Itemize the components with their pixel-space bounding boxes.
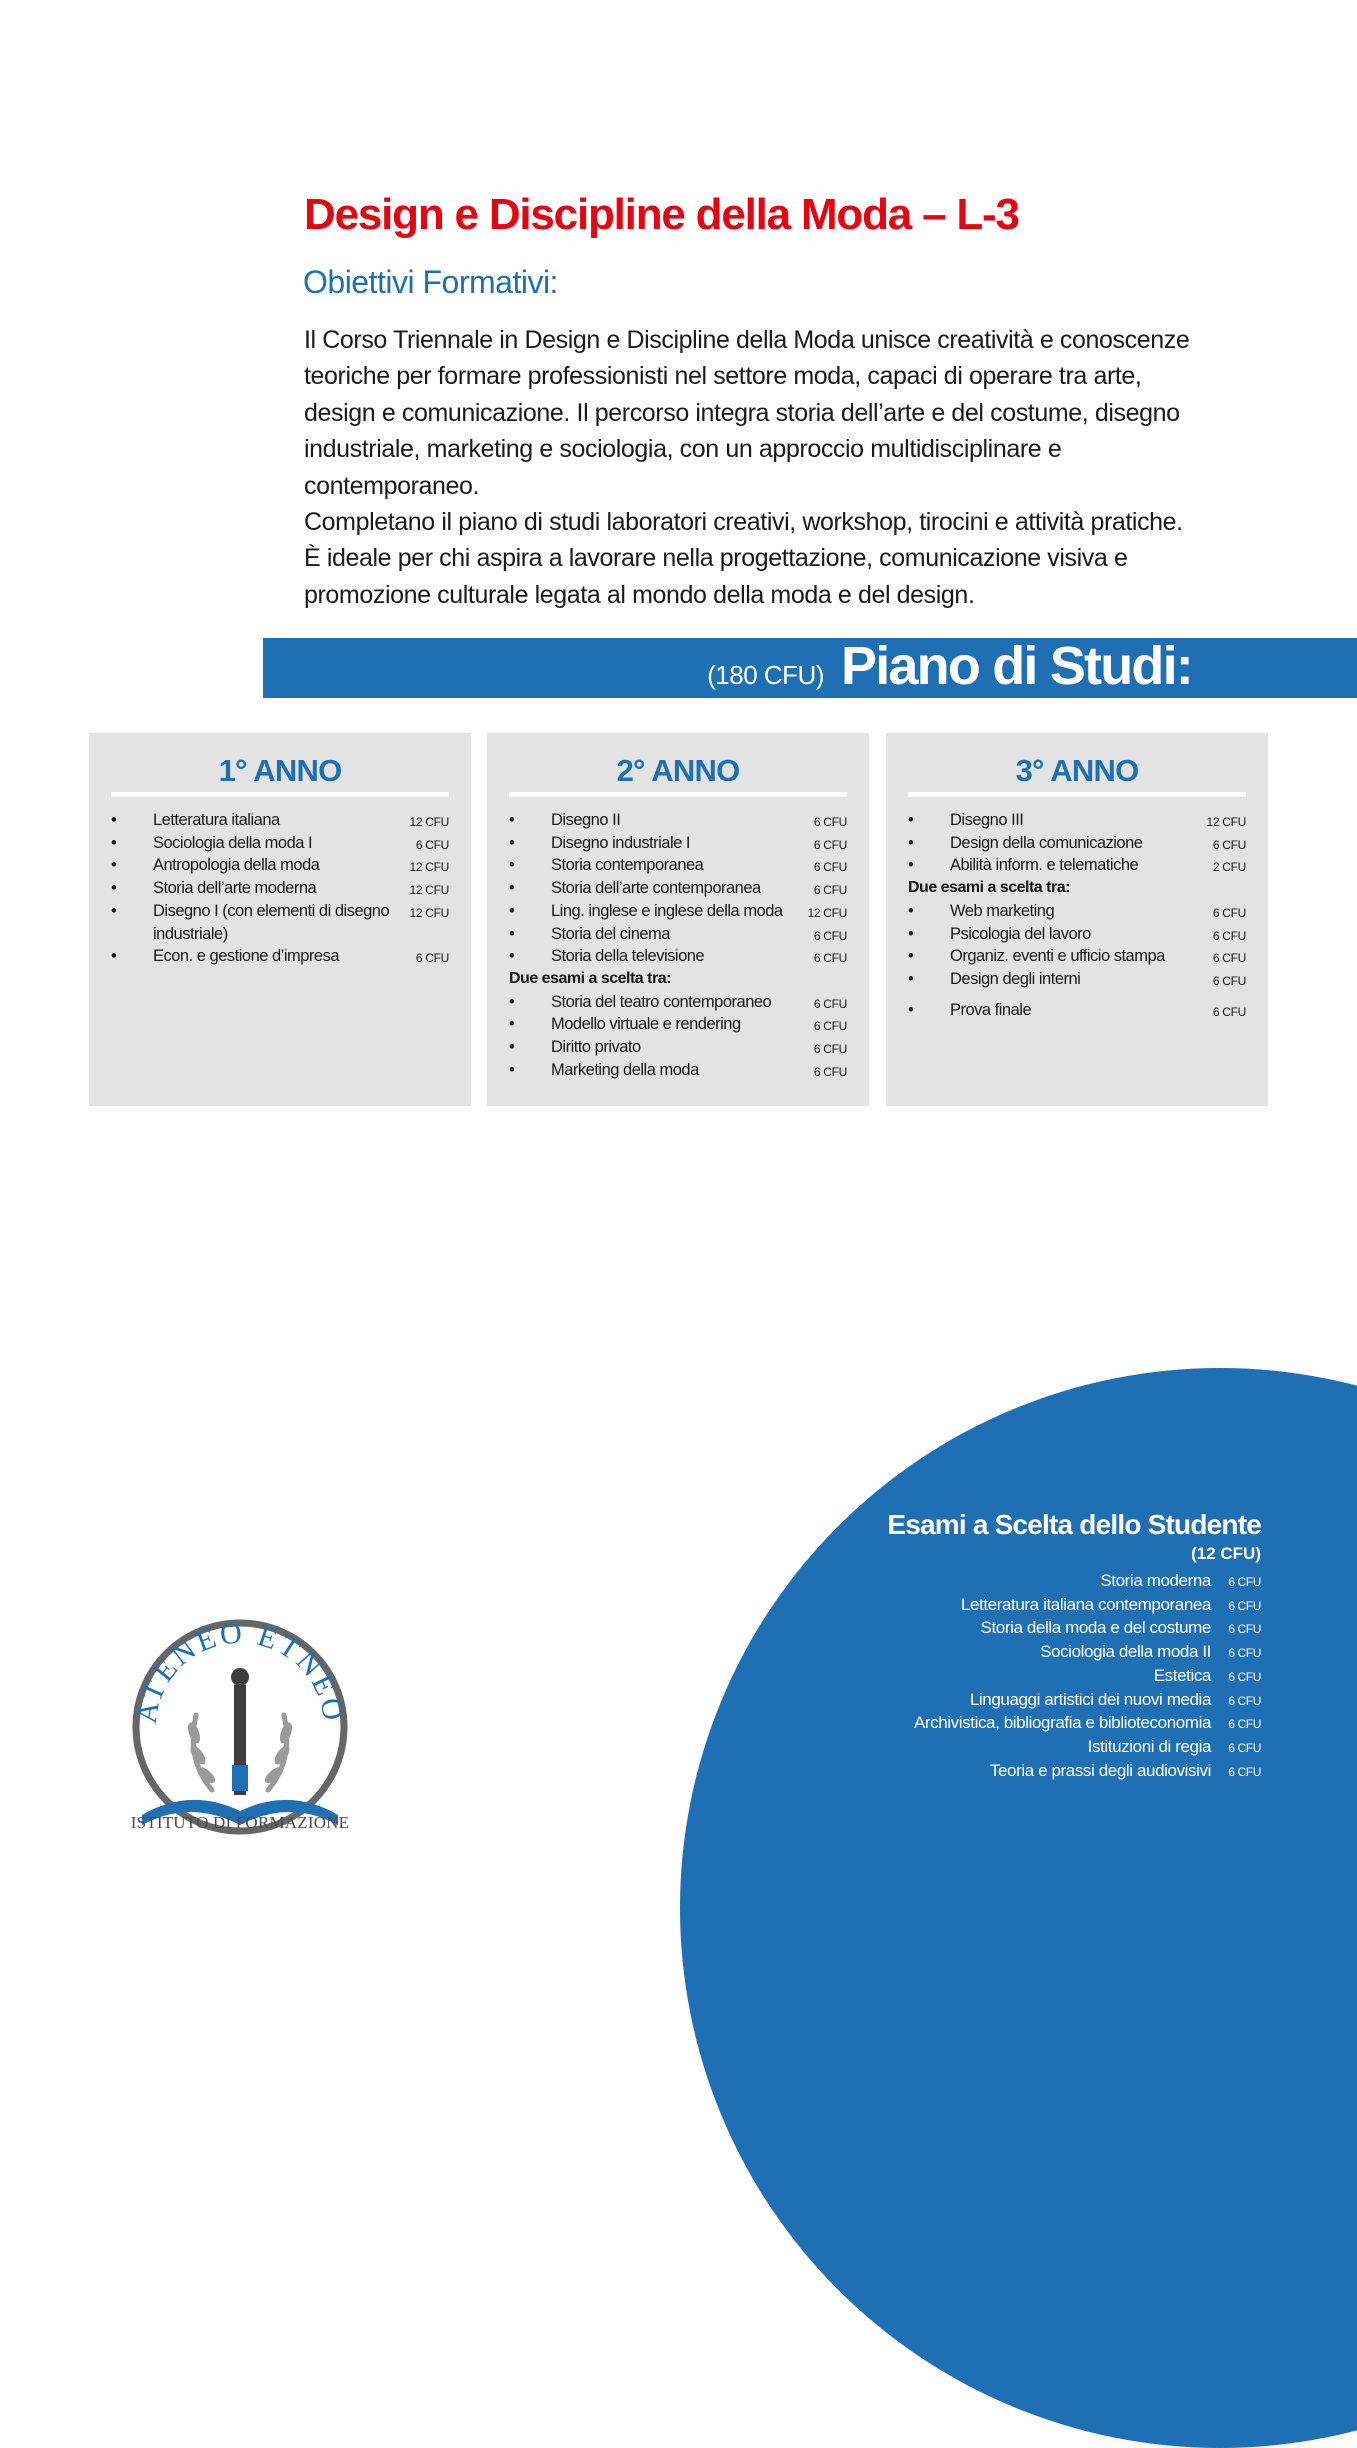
logo-ring-text: ATENEO ETNEO <box>129 1616 351 1726</box>
course-item <box>908 968 1246 991</box>
course-item <box>509 900 847 923</box>
bullet-icon: • <box>908 969 914 988</box>
divider <box>111 792 449 797</box>
course-name: Psicologia del lavoro <box>950 924 1091 943</box>
elective-cfu: 6 CFU <box>1228 1764 1261 1779</box>
course-name: Storia della televisione <box>551 947 705 966</box>
elective-cfu: 6 CFU <box>1228 1646 1261 1661</box>
divider <box>509 792 847 797</box>
bullet-icon: • <box>509 924 515 943</box>
course-name: Disegno I (con elementi di disegno industriale) <box>153 901 390 943</box>
course-item <box>111 945 449 968</box>
year-title: 1° ANNO <box>218 753 342 788</box>
plan-title: Piano di Studi: <box>841 636 1192 696</box>
course-item <box>111 877 449 900</box>
course-cfu: 6 CFU <box>813 996 847 1011</box>
course-cfu: 12 CFU <box>1206 815 1246 829</box>
year-2-panel <box>487 733 869 1106</box>
elective-name: Sociologia della moda II <box>1040 1642 1211 1662</box>
elective-cfu: 6 CFU <box>1228 1622 1261 1637</box>
bullet-icon: • <box>509 1015 515 1034</box>
course-item <box>509 877 847 900</box>
elective-item <box>701 1760 1261 1784</box>
course-item <box>908 854 1246 877</box>
bullet-icon: • <box>111 879 117 898</box>
bullet-icon: • <box>111 901 117 920</box>
course-cfu: 6 CFU <box>415 951 449 966</box>
course-cfu: 6 CFU <box>1212 928 1246 943</box>
divider <box>908 792 1246 797</box>
course-cfu: 6 CFU <box>415 837 449 852</box>
course-name: Storia del cinema <box>551 924 670 943</box>
course-name: Storia contemporanea <box>551 856 704 875</box>
course-item <box>509 1036 847 1059</box>
course-item <box>111 854 449 877</box>
course-cfu: 6 CFU <box>1212 951 1246 966</box>
elective-cfu: 6 CFU <box>1228 1575 1261 1589</box>
elective-item <box>701 1736 1261 1760</box>
course-cfu: 6 CFU <box>813 928 847 943</box>
course-item <box>908 832 1246 855</box>
course-item <box>908 999 1246 1022</box>
bullet-icon: • <box>509 811 515 829</box>
electives-title: Esami a Scelta dello Studente <box>887 1509 1261 1540</box>
course-name: Modello virtuale e rendering <box>551 1015 741 1034</box>
intro-paragraph: Completano il piano di studi laboratori creativi, workshop, tirocini e attività pratiche. È ideale per chi aspira a lavorare nella progettazione, comunicazione visiva e promozione culturale legata al mondo della moda e del design. <box>304 508 1183 609</box>
bullet-icon: • <box>111 856 117 875</box>
course-name: Marketing della moda <box>551 1060 699 1079</box>
elective-item <box>701 1689 1261 1713</box>
course-cfu: 6 CFU <box>813 815 847 829</box>
bullet-icon: • <box>509 947 515 966</box>
course-cfu: 12 CFU <box>807 905 847 920</box>
course-name: Design della comunicazione <box>950 833 1143 852</box>
page-title: Design e Discipline della Moda – L-3 <box>304 190 1019 239</box>
elective-name: Linguaggi artistici dei nuovi media <box>969 1689 1211 1709</box>
bullet-icon: • <box>509 856 515 875</box>
course-cfu: 6 CFU <box>813 1042 847 1057</box>
course-item <box>908 945 1246 968</box>
course-list <box>111 809 449 968</box>
course-cfu: 12 CFU <box>409 883 449 898</box>
elective-name: Storia moderna <box>1100 1571 1211 1590</box>
course-item <box>111 900 449 945</box>
bullet-icon: • <box>509 992 515 1011</box>
course-item <box>509 854 847 877</box>
course-cfu: 6 CFU <box>1212 905 1246 920</box>
course-name: Sociologia della moda I <box>153 833 313 852</box>
bullet-icon: • <box>908 833 914 852</box>
course-item <box>509 809 847 832</box>
course-item <box>509 1013 847 1036</box>
bullet-icon: • <box>908 1000 914 1019</box>
course-cfu: 6 CFU <box>813 883 847 898</box>
bullet-icon: • <box>908 856 914 875</box>
course-item <box>509 1059 847 1082</box>
course-item <box>111 832 449 855</box>
course-item <box>509 923 847 946</box>
course-cfu: 6 CFU <box>813 860 847 875</box>
course-name: Design degli interni <box>950 969 1081 988</box>
course-cfu: 12 CFU <box>409 815 449 829</box>
plan-total-cfu: (180 CFU) <box>707 660 824 690</box>
course-name: Storia dell’arte moderna <box>153 879 317 898</box>
choice-label: Due esami a scelta tra: <box>908 879 1070 897</box>
course-item <box>509 832 847 855</box>
bullet-icon: • <box>908 947 914 966</box>
elective-item <box>701 1712 1261 1736</box>
elective-cfu: 6 CFU <box>1228 1740 1261 1755</box>
elective-cfu: 6 CFU <box>1228 1669 1261 1684</box>
course-item <box>509 991 847 1014</box>
course-name: Disegno industriale I <box>551 833 690 852</box>
elective-name: Istituzioni di regia <box>1087 1736 1211 1756</box>
course-cfu: 2 CFU <box>1212 860 1246 875</box>
course-name: Prova finale <box>950 1000 1032 1019</box>
course-item <box>908 900 1246 923</box>
choice-label: Due esami a scelta tra: <box>509 969 671 987</box>
course-name: Storia del teatro contemporaneo <box>551 992 772 1011</box>
course-cfu: 6 CFU <box>813 837 847 852</box>
elective-item <box>701 1617 1261 1641</box>
elective-name: Storia della moda e del costume <box>980 1618 1211 1638</box>
elective-cfu: 6 CFU <box>1228 1598 1261 1613</box>
course-name: Disegno II <box>551 811 621 829</box>
elective-name: Letteratura italiana contemporanea <box>960 1594 1211 1614</box>
bullet-icon: • <box>111 833 117 852</box>
course-name: Disegno III <box>950 811 1024 829</box>
course-cfu: 6 CFU <box>1212 973 1246 988</box>
ateneo-etneo-logo <box>120 1615 360 1835</box>
bullet-icon: • <box>908 901 914 920</box>
year-title: 3° ANNO <box>1015 753 1139 788</box>
year-title: 2° ANNO <box>616 753 740 788</box>
section-subtitle: Obiettivi Formativi: <box>303 264 558 300</box>
course-name: Antropologia della moda <box>153 856 320 875</box>
course-cfu: 6 CFU <box>813 1064 847 1079</box>
bullet-icon: • <box>111 947 117 966</box>
course-list <box>908 809 1246 1021</box>
course-cfu: 6 CFU <box>1212 837 1246 852</box>
intro-text <box>304 322 1204 613</box>
course-cfu: 12 CFU <box>409 905 449 920</box>
year-1-panel <box>89 733 471 1106</box>
course-item <box>908 809 1246 832</box>
course-cfu: 6 CFU <box>813 1019 847 1034</box>
course-list <box>509 809 847 1081</box>
course-name: Web marketing <box>950 901 1055 920</box>
electives-block <box>701 1508 1261 1783</box>
elective-item <box>701 1641 1261 1665</box>
bullet-icon: • <box>908 811 914 829</box>
course-item <box>908 923 1246 946</box>
elective-name: Estetica <box>1153 1665 1211 1685</box>
bullet-icon: • <box>509 879 515 898</box>
course-item <box>509 945 847 968</box>
course-name: Abilità inform. e telematiche <box>950 856 1139 875</box>
course-cfu: 12 CFU <box>409 860 449 875</box>
course-name: Letteratura italiana <box>153 811 280 829</box>
elective-item <box>701 1570 1261 1594</box>
course-cfu: 6 CFU <box>1212 1004 1246 1019</box>
elective-item <box>701 1665 1261 1689</box>
logo-caption: ISTITUTO DI FORMAZIONE <box>130 1813 350 1832</box>
intro-paragraph: Il Corso Triennale in Design e Discipline della Moda unisce creatività e conoscenze teoriche per formare professionisti nel settore moda, capaci di operare tra arte, design e comunicazione. Il percorso integra storia dell’arte e del costume, disegno industriale, marketing e sociologia, con un approccio multidisciplinare e contemporaneo. <box>304 326 1190 500</box>
electives-cfu: (12 CFU) <box>1191 1544 1261 1563</box>
course-name: Ling. inglese e inglese della moda <box>551 901 783 920</box>
elective-item <box>701 1594 1261 1618</box>
bullet-icon: • <box>509 1060 515 1079</box>
electives-list <box>701 1570 1261 1783</box>
bullet-icon: • <box>509 1038 515 1057</box>
elective-name: Teoria e prassi degli audiovisivi <box>989 1760 1211 1780</box>
course-name: Diritto privato <box>551 1038 641 1057</box>
bullet-icon: • <box>111 811 117 829</box>
bullet-icon: • <box>509 833 515 852</box>
bullet-icon: • <box>908 924 914 943</box>
elective-cfu: 6 CFU <box>1228 1717 1261 1732</box>
bullet-icon: • <box>509 901 515 920</box>
course-name: Organiz. eventi e ufficio stampa <box>950 947 1165 966</box>
elective-cfu: 6 CFU <box>1228 1693 1261 1708</box>
course-item <box>111 809 449 832</box>
course-cfu: 6 CFU <box>813 951 847 966</box>
course-name: Storia dell’arte contemporanea <box>551 879 761 898</box>
course-name: Econ. e gestione d’impresa <box>153 947 340 966</box>
year-3-panel <box>886 733 1268 1106</box>
elective-name: Archivistica, bibliografia e biblioteconomia <box>913 1713 1211 1733</box>
